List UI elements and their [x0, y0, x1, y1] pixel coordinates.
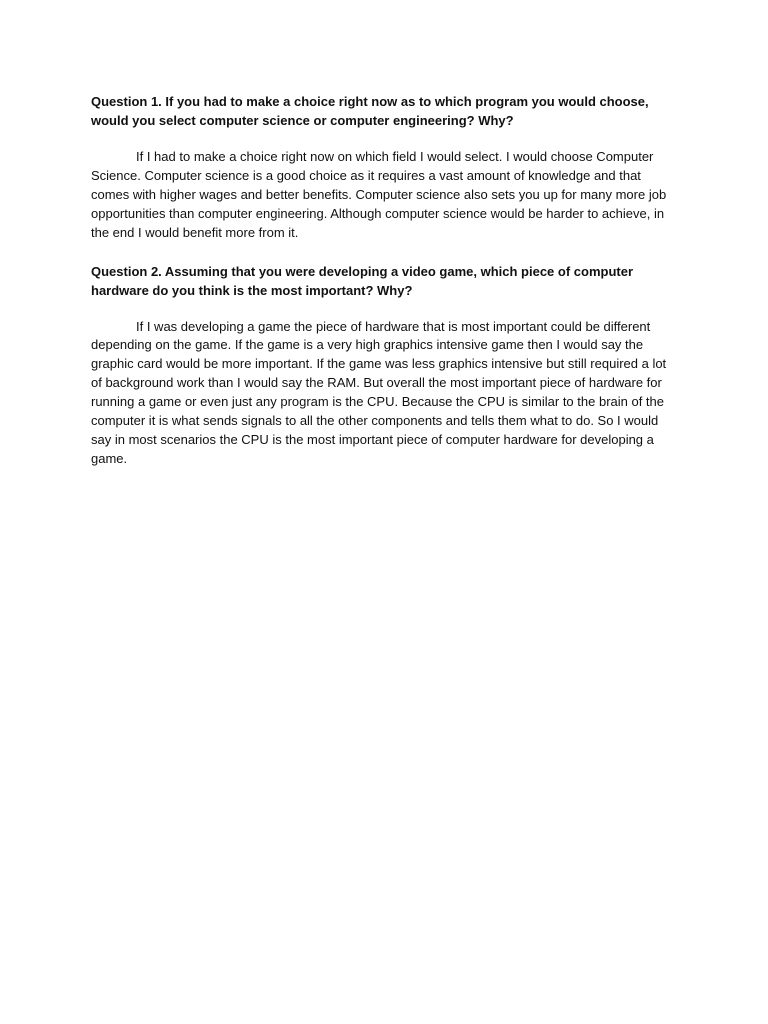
answer-2-paragraph: If I was developing a game the piece of hardware that is most important could be different depending on the game. If the game is a very high graphics intensive game then I would say the graphic card would be more important. If the game was less graphics intensive but still required a lot of background work than I would say the RAM. But overall the most important piece of hardware for running a game or even just any program is the CPU. Because the CPU is similar to the brain of the computer it is what sends signals to all the other components and tells them what to do. So I would say in most scenarios the CPU is the most important piece of computer hardware for developing a game. — [91, 318, 667, 466]
question-2-heading: Question 2. Assuming that you were developing a video game, which piece of computer hardware do you think is the most important? Why? — [91, 263, 634, 298]
document-body — [91, 92, 675, 488]
question-1-heading: Question 1. If you had to make a choice right now as to which program you would choose, would you select computer science or computer engineering? Why? — [91, 94, 649, 128]
answer-1-paragraph: If I had to make a choice right now on which field I would select. I would choose Computer Science. Computer science is a good choice as it requires a vast amount of knowledge and that comes with higher wages and better benefits. Computer science also sets you up for many more job opportunities than computer engineering. Although computer science would be harder to achieve, in the end I would benefit more from it. — [91, 149, 667, 240]
